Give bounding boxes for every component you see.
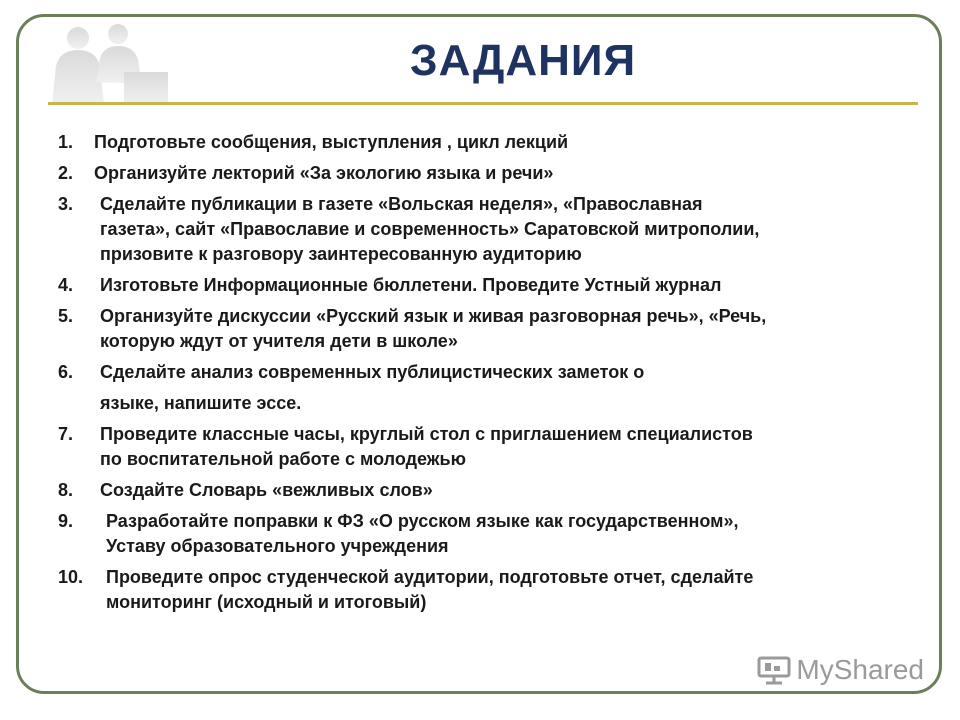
people-silhouette-icon xyxy=(38,22,168,104)
item-line: Проведите опрос студенческой аудитории, подготовьте отчет, сделайте xyxy=(106,567,754,587)
list-item xyxy=(58,273,918,298)
item-number: 1. xyxy=(58,132,74,152)
item-text xyxy=(106,509,918,559)
list-item xyxy=(58,422,918,472)
watermark-text: MyShared xyxy=(796,654,924,685)
item-line: Создайте Словарь «вежливых слов» xyxy=(100,480,433,500)
list-item xyxy=(58,360,918,416)
list-item xyxy=(58,192,918,267)
item-text xyxy=(100,273,918,298)
item-line: Подготовьте сообщения, выступления , цикл лекций xyxy=(94,132,569,152)
item-number: 5. xyxy=(58,306,74,326)
item-text xyxy=(100,192,918,267)
item-line: по воспитательной работе с молодежью xyxy=(100,449,466,469)
item-number: 3. xyxy=(58,194,74,214)
list-item xyxy=(58,509,918,559)
item-line: которую ждут от учителя дети в школе» xyxy=(100,331,458,351)
item-line: газета», сайт «Православие и современность» Саратовской митрополии, xyxy=(100,219,760,239)
item-number: 8. xyxy=(58,480,74,500)
item-number: 6. xyxy=(58,362,74,382)
item-line: Организуйте лекторий «За экологию языка и речи» xyxy=(94,163,554,183)
list-item xyxy=(58,304,918,354)
list-item xyxy=(58,130,918,155)
item-number: 9. xyxy=(58,511,74,531)
task-list xyxy=(58,130,918,621)
item-line: Разработайте поправки к ФЗ «О русском языке как государственном», xyxy=(106,511,739,531)
item-number: 10. xyxy=(58,567,84,587)
list-item xyxy=(58,478,918,503)
item-number: 7. xyxy=(58,424,74,444)
item-line: Уставу образовательного учреждения xyxy=(106,536,449,556)
item-text xyxy=(94,161,918,186)
item-text xyxy=(94,130,918,155)
item-line: Организуйте дискуссии «Русский язык и живая разговорная речь», «Речь, xyxy=(100,306,767,326)
presentation-board-icon xyxy=(756,655,792,685)
title-divider xyxy=(48,102,918,105)
watermark-logo xyxy=(756,654,924,686)
item-number: 4. xyxy=(58,275,74,295)
item-text xyxy=(106,565,918,615)
item-text xyxy=(100,304,918,354)
item-line: мониторинг (исходный и итоговый) xyxy=(106,592,427,612)
page-title: ЗАДАНИЯ xyxy=(410,36,637,85)
item-line: Сделайте публикации в газете «Вольская неделя», «Православная xyxy=(100,194,703,214)
item-line: Изготовьте Информационные бюллетени. Проведите Устный журнал xyxy=(100,275,722,295)
item-text xyxy=(100,422,918,472)
list-item xyxy=(58,565,918,615)
item-line: Сделайте анализ современных публицистических заметок о xyxy=(100,362,645,382)
list-item xyxy=(58,161,918,186)
item-line: языке, напишите эссе. xyxy=(100,393,302,413)
item-number: 2. xyxy=(58,163,74,183)
item-line: Проведите классные часы, круглый стол с приглашением специалистов xyxy=(100,424,753,444)
item-line: призовите к разговору заинтересованную аудиторию xyxy=(100,244,582,264)
item-text xyxy=(100,360,918,416)
item-text xyxy=(100,478,918,503)
